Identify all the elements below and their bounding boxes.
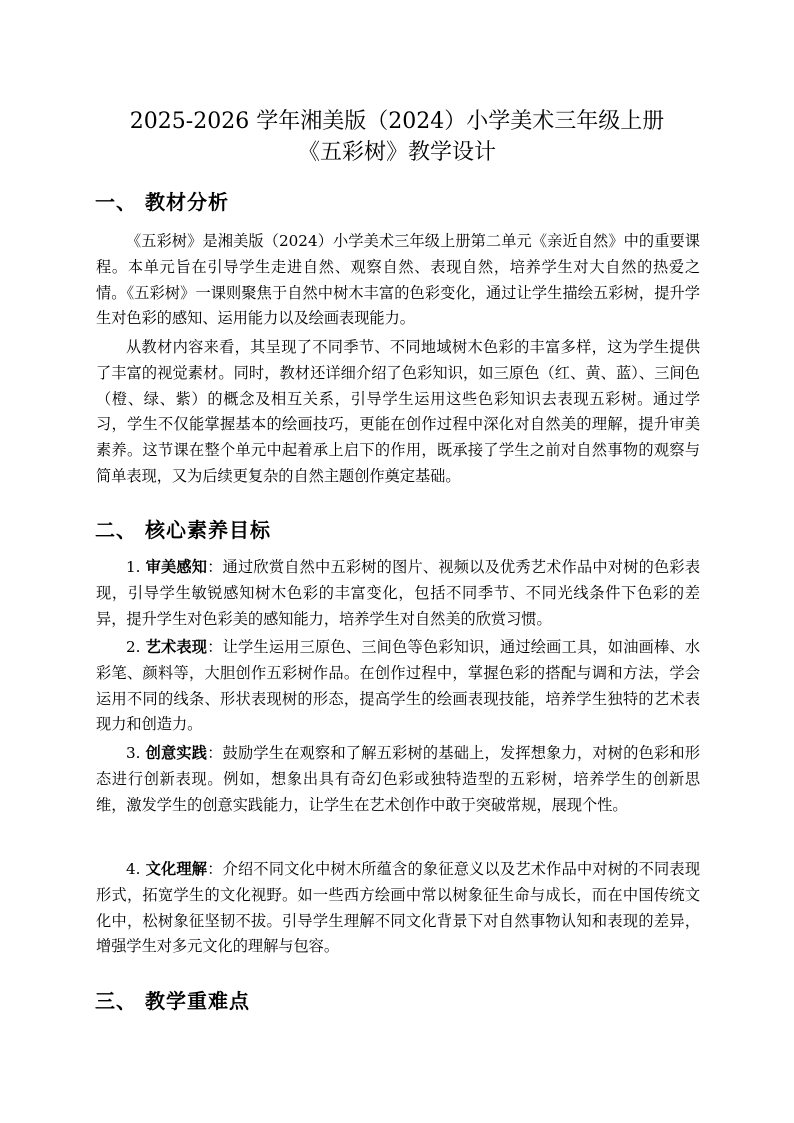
- section-heading-materials: 一、 教材分析: [95, 190, 229, 214]
- item-text: ：鼓励学生在观察和了解五彩树的基础上，发挥想象力，对树的色彩和形态进行创新表现。例如，想象出具有奇幻色彩或独特造型的五彩树，培养学生的创新思维，激发学生的创意实践能力，让学生在艺术创作中敢于突破常规，展现个性。: [96, 744, 701, 814]
- item-label: 审美感知: [145, 558, 208, 576]
- item-label: 文化理解: [145, 860, 208, 878]
- paragraph: 《五彩树》是湘美版（2024）小学美术三年级上册第二单元《亲近自然》中的重要课程。本单元旨在引导学生走进自然、观察自然、表现自然，培养学生对大自然的热爱之情。《五彩树》一课则聚焦于自然中树木丰富的色彩变化，通过让学生描绘五彩树，提升学生对色彩的感知、运用能力以及绘画表现能力。: [96, 232, 700, 328]
- section-heading-key-points: 三、 教学重难点: [95, 989, 250, 1013]
- goal-item-culture: [96, 857, 700, 960]
- document-title-line2: 《五彩树》教学设计: [297, 140, 496, 165]
- goal-item-creativity: [96, 741, 700, 818]
- goal-item-aesthetic: [96, 555, 700, 632]
- paragraph: 从教材内容来看，其呈现了不同季节、不同地域树木色彩的丰富多样，这为学生提供了丰富的视觉素材。同时，教材还详细介绍了色彩知识，如三原色（红、黄、蓝）、三间色（橙、绿、紫）的概念及相互关系，引导学生运用这些色彩知识去表现五彩树。通过学习，学生不仅能掌握基本的绘画技巧，更能在创作过程中深化对自然美的理解，提升审美素养。这节课在整个单元中起着承上启下的作用，既承接了学生之前对自然事物的观察与简单表现，又为后续更复杂的自然主题创作奠定基础。: [96, 338, 700, 485]
- item-number: 1.: [126, 558, 141, 576]
- item-number: 3.: [126, 744, 141, 762]
- item-label: 艺术表现: [145, 638, 208, 656]
- item-text: ：让学生运用三原色、三间色等色彩知识，通过绘画工具，如油画棒、水彩笔、颜料等，大胆创作五彩树作品。在创作过程中，掌握色彩的搭配与调和方法，学会运用不同的线条、形状表现树的形态，提高学生的绘画表现技能，培养学生独特的艺术表现力和创造力。: [96, 638, 701, 734]
- section-heading-goals: 二、 核心素养目标: [95, 518, 271, 542]
- item-number: 4.: [126, 860, 141, 878]
- item-text: ：通过欣赏自然中五彩树的图片、视频以及优秀艺术作品中对树的色彩表现，引导学生敏锐感知树木色彩的丰富变化，包括不同季节、不同光线条件下色彩的差异，提升学生对色彩美的感知能力，培养学生对自然美的欣赏习惯。: [96, 558, 701, 628]
- document-title-line1: 2025-2026 学年湘美版（2024）小学美术三年级上册: [129, 109, 665, 134]
- goal-item-expression: [96, 635, 700, 738]
- item-label: 创意实践: [145, 744, 208, 762]
- item-number: 2.: [126, 638, 141, 656]
- item-text: ：介绍不同文化中树木所蕴含的象征意义以及艺术作品中对树的不同表现形式，拓宽学生的文化视野。如一些西方绘画中常以树象征生命与成长，而在中国传统文化中，松树象征坚韧不拔。引导学生理解不同文化背景下对自然事物认知和表现的差异，增强学生对多元文化的理解与包容。: [96, 860, 701, 956]
